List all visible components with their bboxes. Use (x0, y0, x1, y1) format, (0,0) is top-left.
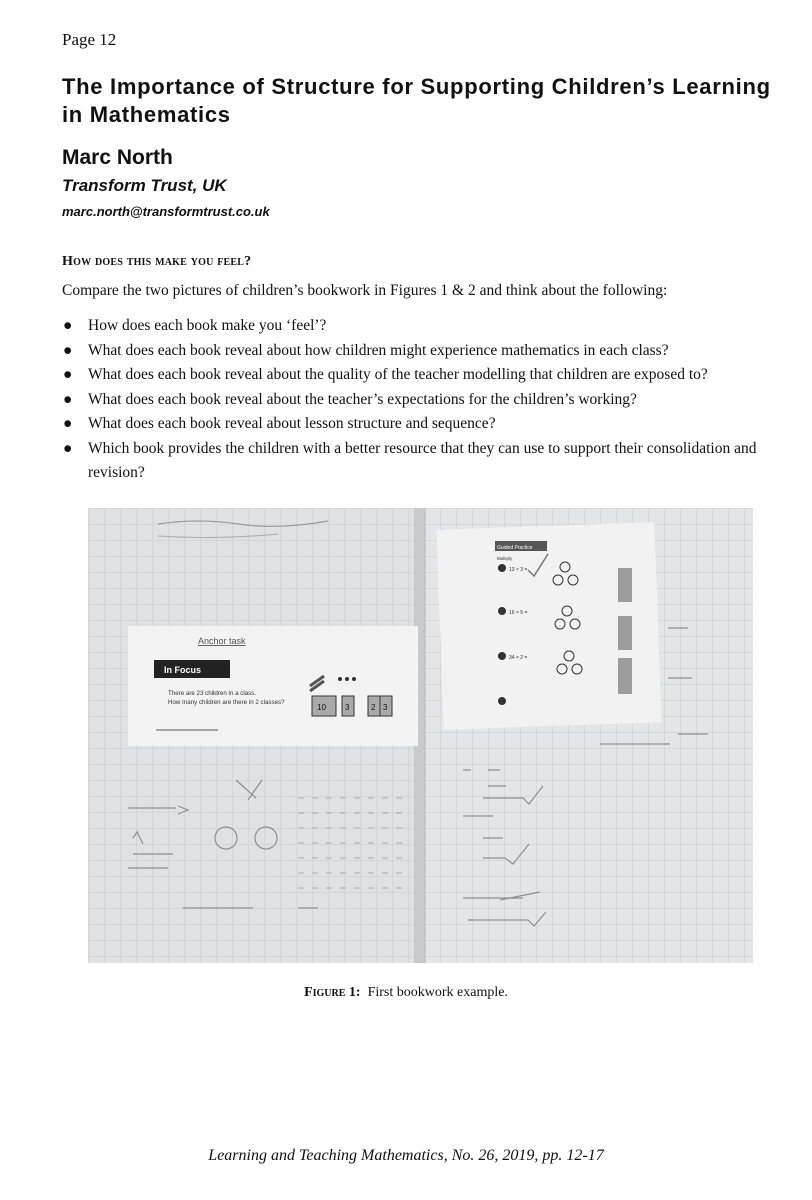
bookwork-photo (88, 508, 753, 963)
place-value-card: 10 (317, 703, 326, 712)
intro-paragraph: Compare the two pictures of children’s bookwork in Figures 1 & 2 and think about the following: (62, 282, 668, 299)
figure-caption (0, 985, 812, 1001)
list-item-text: Which book provides the children with a better resource that they can use to support their consolidation and revision? (88, 439, 757, 481)
bullet-icon: ● (63, 341, 73, 359)
list-item-text: What does each book reveal about how children might experience mathematics in each class? (88, 341, 669, 359)
worksheet-problem: 13 × 3 = (509, 567, 528, 573)
bullet-icon: ● (63, 317, 73, 334)
guided-practice-sheet (437, 522, 662, 729)
list-item-text: What does each book reveal about the quality of the teacher modelling that children are exposed to? (88, 366, 708, 383)
section-heading: How does this make you feel? (62, 254, 252, 269)
worksheet-subheading: Multiply (497, 556, 513, 561)
author-affiliation: Transform Trust, UK (62, 176, 227, 195)
article-title: The Importance of Structure for Supporting Children’s Learning in Mathematics (62, 74, 771, 127)
bullet-icon: ● (63, 439, 73, 457)
author-email[interactable]: marc.north@transformtrust.co.uk (62, 204, 270, 219)
place-value-card: 3 (383, 703, 388, 712)
list-item-text: What does each book reveal about the teacher’s expectations for the children’s working? (88, 390, 637, 408)
in-focus-label: In Focus (164, 665, 202, 675)
question-line-1: There are 23 children in a class. (168, 690, 257, 697)
page-number: Page 12 (62, 30, 117, 49)
place-value-card: 3 (345, 703, 350, 712)
question-list (62, 314, 782, 486)
anchor-task-heading: Anchor task (198, 636, 246, 646)
list-item-text: What does each book reveal about lesson structure and sequence? (88, 415, 496, 432)
worksheet-header: Guided Practice (497, 545, 533, 551)
bullet-icon: ● (63, 366, 73, 383)
worksheet-problem: 16 × 5 = (509, 610, 528, 616)
list-item (62, 388, 782, 413)
list-item (62, 314, 782, 339)
list-item (62, 437, 782, 486)
question-line-2: How many children are there in 2 classes? (168, 699, 285, 706)
bullet-icon: ● (63, 390, 73, 408)
author-name: Marc North (62, 146, 173, 169)
place-value-card: 2 (371, 703, 376, 712)
worksheet-problem: 34 × 2 = (509, 655, 528, 661)
bullet-icon: ● (63, 415, 73, 432)
figure-caption-text: First bookwork example. (367, 985, 508, 1000)
list-item (62, 412, 782, 437)
in-focus-sheet (128, 626, 418, 746)
list-item (62, 339, 782, 364)
list-item (62, 363, 782, 388)
list-item-text: How does each book make you ‘feel’? (88, 317, 327, 334)
journal-citation: Learning and Teaching Mathematics, No. 26, 2019, pp. 12-17 (208, 1147, 604, 1164)
figure-label: Figure 1: (304, 985, 361, 1000)
